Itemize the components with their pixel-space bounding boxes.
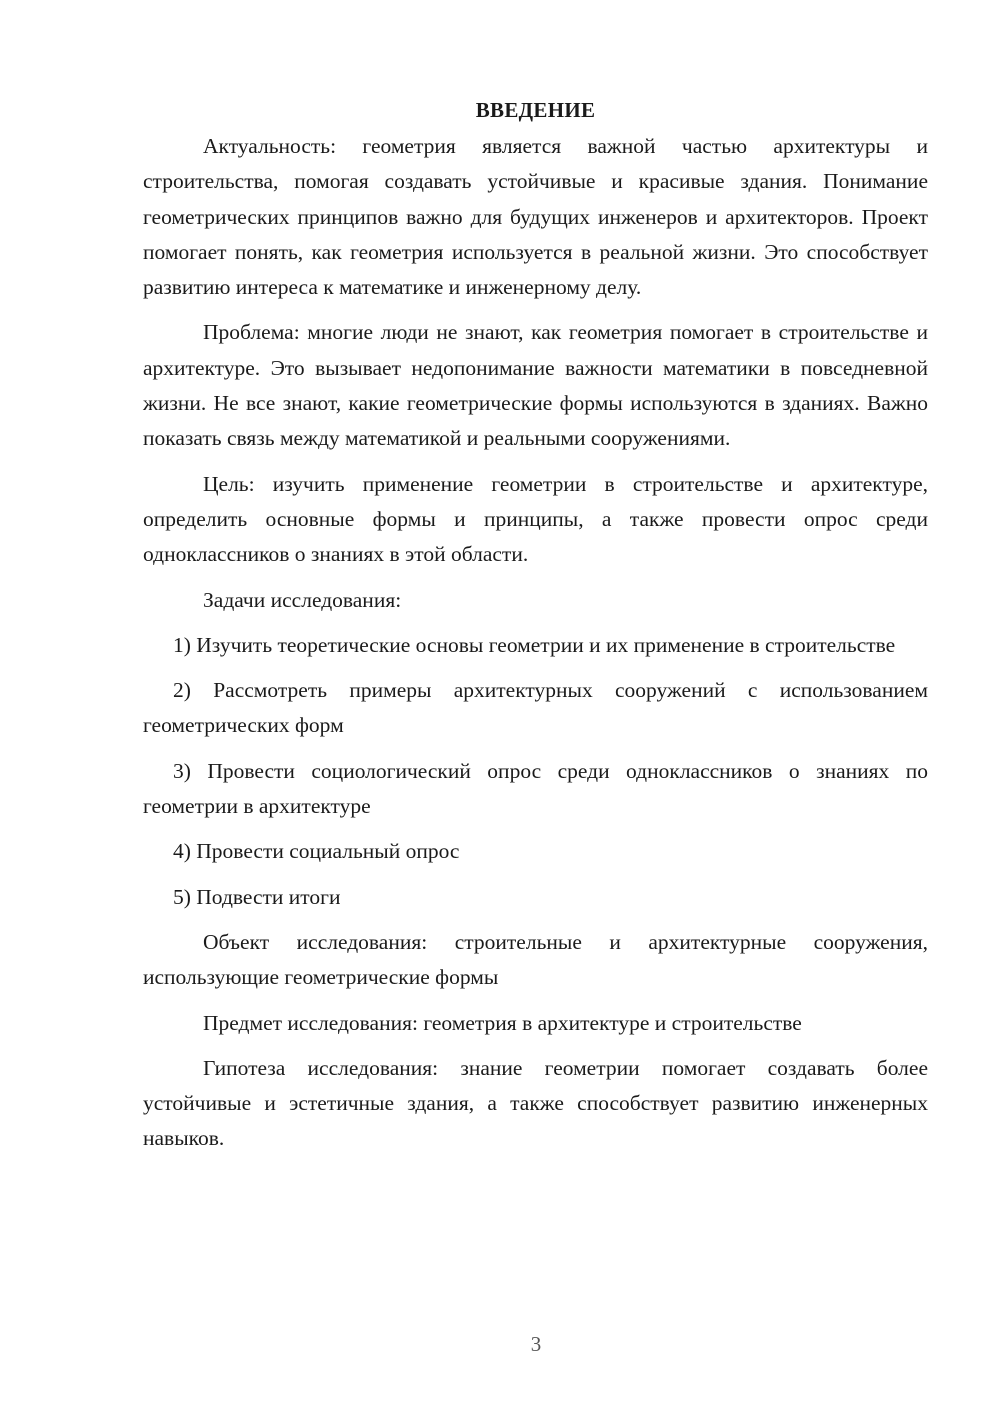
section-title: ВВЕДЕНИЕ bbox=[475, 98, 596, 122]
page-number: 3 bbox=[530, 1332, 542, 1356]
task-item-1: 1) Изучить теоретические основы геометрии и их применение в строительстве bbox=[173, 632, 896, 657]
tasks-heading: Задачи исследования: bbox=[203, 587, 402, 612]
task-item-5: 5) Подвести итоги bbox=[173, 884, 341, 909]
problem-paragraph: Проблема: многие люди не знают, как геометрия помогает в строительстве и архитектуре. Это вызывает недопонимание важности математики в повседневной жизни. Не все знают, какие геометрические формы используются в зданиях. Важно показать связь между математикой и реальными сооружениями. bbox=[143, 320, 928, 451]
subject-paragraph: Предмет исследования: геометрия в архитектуре и строительстве bbox=[203, 1010, 802, 1035]
object-paragraph: Объект исследования: строительные и архитектурные сооружения, использующие геометрические формы bbox=[143, 929, 928, 990]
hypothesis-paragraph: Гипотеза исследования: знание геометрии помогает создавать более устойчивые и эстетичные здания, а также способствует развитию инженерных навыков. bbox=[143, 1055, 928, 1151]
document-page bbox=[143, 95, 928, 1167]
task-item-4: 4) Провести социальный опрос bbox=[173, 839, 460, 864]
task-item-3: 3) Провести социологический опрос среди одноклассников о знаниях по геометрии в архитектуре bbox=[143, 758, 928, 819]
relevance-paragraph: Актуальность: геометрия является важной частью архитектуры и строительства, помогая создавать устойчивые и красивые здания. Понимание геометрических принципов важно для будущих инженеров и архитекторов. Проект помогает понять, как геометрия используется в реальной жизни. Это способствует развитию интереса к математике и инженерному делу. bbox=[143, 134, 928, 300]
task-item-2: 2) Рассмотреть примеры архитектурных сооружений с использованием геометрических форм bbox=[143, 678, 928, 738]
goal-paragraph: Цель: изучить применение геометрии в строительстве и архитектуре, определить основные формы и принципы, а также провести опрос среди одноклассников о знаниях в этой области. bbox=[143, 471, 928, 567]
